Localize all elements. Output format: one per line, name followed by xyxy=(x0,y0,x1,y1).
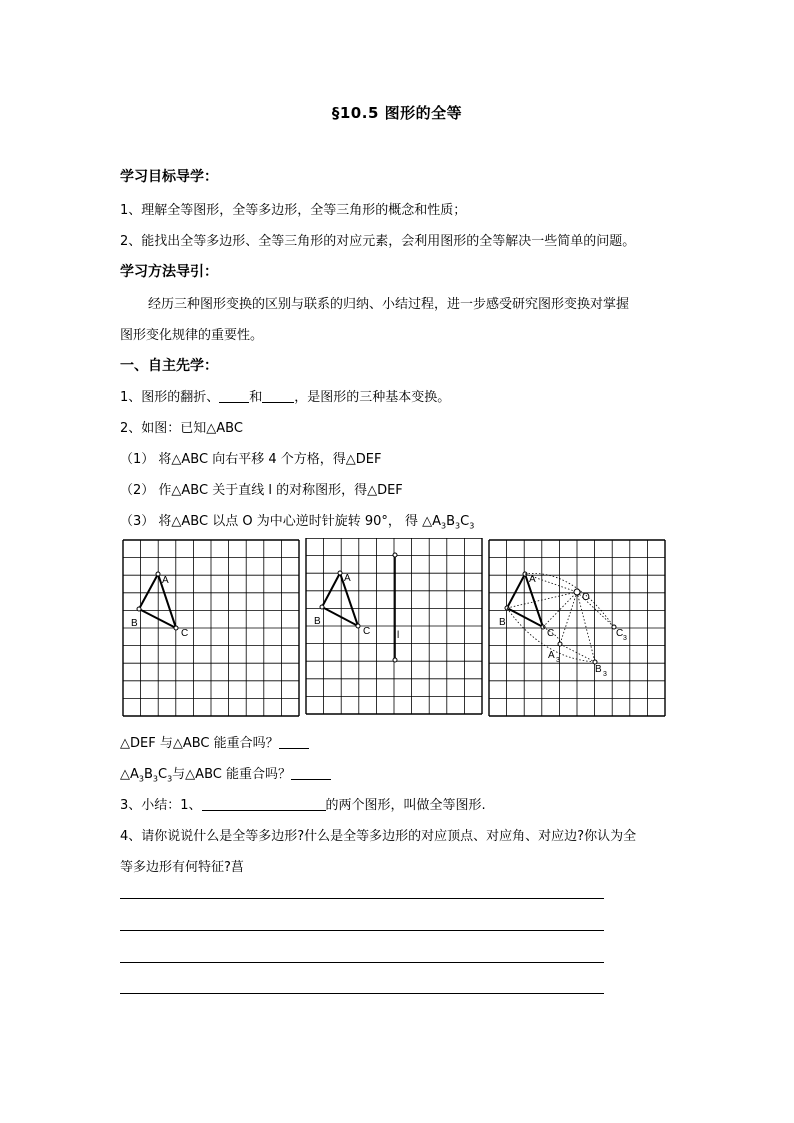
q3-text-a: 3、小结：1、 xyxy=(120,798,202,813)
fig2-label-b: B xyxy=(314,616,321,627)
method-heading: 学习方法导引： xyxy=(120,264,218,280)
fig1-label-b: B xyxy=(131,618,138,629)
fig3-label-b3-sub: 3 xyxy=(603,671,607,678)
grid-3 xyxy=(489,540,665,716)
q2-3-sub-3: 3 xyxy=(469,521,475,531)
fig3-label-o: O xyxy=(582,592,590,603)
answer-line-3[interactable] xyxy=(120,962,604,963)
question-overlap-a3b3c3 xyxy=(120,763,331,784)
q2-3-sub-2: 3 xyxy=(455,521,461,531)
q3-text-b: 的两个图形，叫做全等图形. xyxy=(325,798,486,813)
fig1-label-a: A xyxy=(162,575,169,586)
goal-2: 2、能找出全等多边形、全等三角形的对应元素，会利用图形的全等解决一些简单的问题。 xyxy=(120,234,636,249)
question-2-part-3 xyxy=(120,510,474,531)
q2-3-text-a: （3） 将△ABC 以点 O 为中心逆时针旋转 90°， 得 △A xyxy=(120,514,442,529)
overlap-a3-text: △A xyxy=(120,767,139,782)
fig3-label-c: C xyxy=(547,628,555,639)
q2-3-sub-1: 3 xyxy=(441,521,447,531)
overlap-question-text: 与△ABC 能重合吗？ xyxy=(172,767,291,782)
q3-blank[interactable] xyxy=(202,796,326,811)
fig3-label-b: B xyxy=(499,617,506,628)
question-1 xyxy=(120,386,450,405)
grid-2 xyxy=(306,538,482,714)
overlap-a3b3c3-blank[interactable] xyxy=(291,765,331,780)
method-paragraph-1: 经历三种图形变换的区别与联系的归纳、小结过程，进一步感受研究图形变换对掌握 xyxy=(148,297,630,312)
fig2-label-l: l xyxy=(397,630,400,641)
method-paragraph-2: 图形变化规律的重要性。 xyxy=(120,328,264,343)
question-overlap-def xyxy=(120,732,309,751)
overlap-def-text: △DEF 与△ABC 能重合吗？ xyxy=(120,736,279,751)
q1-text-b: 和 xyxy=(249,390,263,405)
q2-3-text-c: C xyxy=(460,514,470,529)
q1-text-c: ，是图形的三种基本变换。 xyxy=(294,390,451,405)
answer-line-4[interactable] xyxy=(120,993,604,994)
triangle-abc-figure-3 xyxy=(499,572,627,678)
q1-blank-1[interactable] xyxy=(219,388,249,403)
question-2-part-1: （1） 将△ABC 向右平移 4 个方格，得△DEF xyxy=(120,452,382,467)
question-4-line-1: 4、请你说说什么是全等多边形?什么是全等多边形的对应顶点、对应角、对应边?你认为全 xyxy=(120,829,637,844)
fig1-label-c: C xyxy=(181,628,189,639)
question-2-part-2: （2） 作△ABC 关于直线 l 的对称图形，得△DEF xyxy=(120,483,403,498)
page-title: §10.5 图形的全等 xyxy=(331,104,463,122)
fig3-label-c3-sub: 3 xyxy=(623,635,627,642)
fig3-label-c3: C xyxy=(616,628,624,639)
overlap-b3-text: B xyxy=(143,767,153,782)
answer-line-1[interactable] xyxy=(120,898,604,899)
fig3-label-a: A xyxy=(529,574,536,585)
answer-line-2[interactable] xyxy=(120,930,604,931)
q1-blank-2[interactable] xyxy=(262,388,294,403)
figures-svg xyxy=(122,538,682,718)
self-study-heading: 一、自主先学： xyxy=(120,358,218,374)
fig3-label-b3: B xyxy=(595,664,602,675)
overlap-sub-2: 3 xyxy=(152,774,158,784)
fig2-label-a: A xyxy=(344,573,351,584)
fig2-label-c: C xyxy=(363,626,371,637)
triangle-abc-figure-2 xyxy=(314,553,399,662)
fig3-label-a3-sub: 3 xyxy=(556,657,560,664)
overlap-def-blank[interactable] xyxy=(279,734,309,749)
fig3-label-a3: A xyxy=(548,650,555,661)
overlap-sub-1: 3 xyxy=(138,774,144,784)
q2-3-text-b: B xyxy=(446,514,456,529)
question-3 xyxy=(120,794,486,813)
grid-1 xyxy=(123,540,299,716)
goal-1: 1、理解全等图形，全等多边形，全等三角形的概念和性质； xyxy=(120,203,467,218)
question-2: 2、如图：已知△ABC xyxy=(120,421,243,436)
triangle-abc-figure-1 xyxy=(131,572,188,639)
question-4-line-2: 等多边形有何特征?菖 xyxy=(120,860,244,875)
overlap-c3-text: C xyxy=(158,767,168,782)
overlap-sub-3: 3 xyxy=(167,774,173,784)
goals-heading: 学习目标导学： xyxy=(120,169,218,185)
q1-text-a: 1、图形的翻折、 xyxy=(120,390,220,405)
